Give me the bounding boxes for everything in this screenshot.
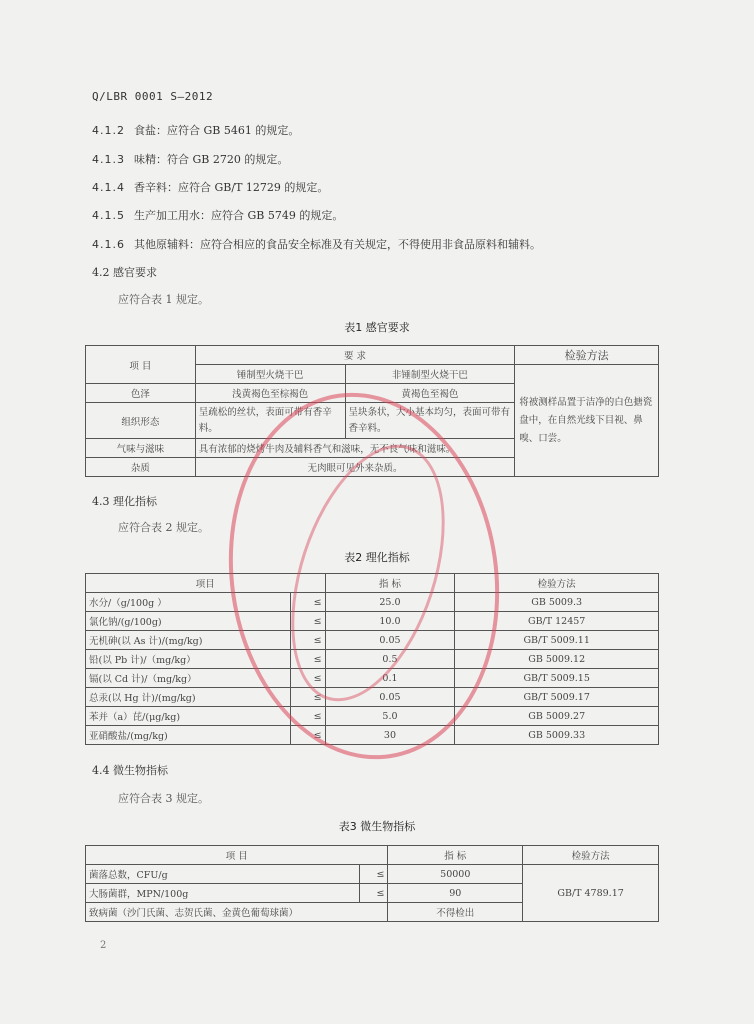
section-text-4-4: 应符合表 3 规定。	[118, 792, 209, 805]
table2-row-method: GB/T 5009.17	[455, 688, 659, 707]
table2-row-value: 0.05	[325, 631, 455, 650]
table1-header-method: 检验方法	[515, 346, 659, 365]
table2-row-value: 5.0	[325, 707, 455, 726]
section-title-4-3: 4.3 理化指标	[92, 495, 157, 508]
table2-row-value: 0.5	[325, 650, 455, 669]
table3-header-item: 项 目	[86, 846, 388, 865]
table3-row-item: 致病菌（沙门氏菌、志贺氏菌、金黄色葡萄球菌）	[86, 903, 388, 922]
table2-row-item: 亚硝酸盐/(mg/kg)	[86, 726, 291, 745]
table3-row-item: 大肠菌群，MPN/100g	[86, 884, 360, 903]
table3-header-value: 指 标	[388, 846, 523, 865]
table2-row-item: 镉(以 Cd 计)/（mg/kg）	[86, 669, 291, 688]
table2-row-item: 铅(以 Pb 计)/（mg/kg）	[86, 650, 291, 669]
table2-row-item: 苯并（a）芘/(μg/kg)	[86, 707, 291, 726]
table2-row-operator: ≤	[290, 707, 325, 726]
table1-row-value-a: 浅黄褐色至棕褐色	[195, 384, 345, 403]
table1-subheader-non-hammered: 非锤制型火烧干巴	[345, 365, 515, 384]
table3-method-cell: GB/T 4789.17	[523, 865, 659, 922]
table2-header-method: 检验方法	[455, 574, 659, 593]
clause-number: 4.1.5	[92, 209, 125, 222]
table2-row-operator: ≤	[290, 669, 325, 688]
table2-row-operator: ≤	[290, 593, 325, 612]
table-microbiological	[85, 845, 659, 922]
table-physicochemical	[85, 573, 659, 745]
clause-text: 其他原辅料：应符合相应的食品安全标准及有关规定，不得使用非食品原料和辅料。	[134, 238, 541, 251]
table1-row-value-b: 呈块条状，大小基本均匀，表面可带有香辛料。	[345, 403, 515, 439]
table2-row-method: GB 5009.33	[455, 726, 659, 745]
table2-row-operator: ≤	[290, 612, 325, 631]
table1-row-value-merged: 无肉眼可见外来杂质。	[195, 458, 514, 477]
table2-row-item: 氯化钠/(g/100g)	[86, 612, 291, 631]
clause-4-1-4	[92, 179, 328, 195]
table3-row-value: 不得检出	[388, 903, 523, 922]
clause-4-1-6	[92, 236, 541, 252]
table1-header-item: 项 目	[86, 346, 196, 384]
table1-row-item: 气味与滋味	[86, 439, 196, 458]
table2-caption: 表2 理化指标	[344, 551, 410, 564]
table2-row-value: 0.1	[325, 669, 455, 688]
table2-row-method: GB 5009.12	[455, 650, 659, 669]
section-text-4-2: 应符合表 1 规定。	[118, 293, 209, 306]
table2-row-value: 10.0	[325, 612, 455, 631]
clause-number: 4.1.3	[92, 153, 125, 166]
table2-row-value: 25.0	[325, 593, 455, 612]
table2-header-item: 项目	[86, 574, 326, 593]
table3-row-item: 菌落总数，CFU/g	[86, 865, 360, 884]
table2-row-method: GB/T 12457	[455, 612, 659, 631]
table2-row-operator: ≤	[290, 631, 325, 650]
table1-row-value-a: 呈疏松的丝状，表面可带有香辛料。	[195, 403, 345, 439]
clause-text: 生产加工用水：应符合 GB 5749 的规定。	[134, 209, 344, 222]
page-number: 2	[100, 940, 107, 951]
table3-row-operator: ≤	[360, 884, 388, 903]
table1-row-item: 色泽	[86, 384, 196, 403]
section-title-4-4: 4.4 微生物指标	[92, 764, 168, 777]
clause-4-1-5	[92, 207, 343, 223]
table3-header-method: 检验方法	[523, 846, 659, 865]
clause-number: 4.1.2	[92, 124, 125, 137]
document-header: Q/LBR 0001 S—2012	[92, 90, 214, 103]
table2-row-method: GB 5009.27	[455, 707, 659, 726]
clause-text: 味精：符合 GB 2720 的规定。	[134, 153, 289, 166]
table3-row-value: 50000	[388, 865, 523, 884]
table3-row-operator: ≤	[360, 865, 388, 884]
table2-row-value: 30	[325, 726, 455, 745]
clause-number: 4.1.4	[92, 181, 125, 194]
table1-row-value-b: 黄褐色至褐色	[345, 384, 515, 403]
clause-number: 4.1.6	[92, 238, 125, 251]
table2-row-item: 总汞(以 Hg 计)/(mg/kg)	[86, 688, 291, 707]
table2-row-value: 0.05	[325, 688, 455, 707]
table1-row-item: 组织形态	[86, 403, 196, 439]
table1-row-item: 杂质	[86, 458, 196, 477]
table2-row-operator: ≤	[290, 650, 325, 669]
clause-text: 食盐：应符合 GB 5461 的规定。	[134, 124, 300, 137]
table2-row-method: GB 5009.3	[455, 593, 659, 612]
clause-4-1-3	[92, 151, 288, 167]
table2-row-method: GB/T 5009.15	[455, 669, 659, 688]
table1-row-value-merged: 具有浓郁的烧烤牛肉及辅料香气和滋味，无不良气味和滋味。	[195, 439, 514, 458]
table1-caption: 表1 感官要求	[344, 321, 410, 334]
table2-row-item: 水分/（g/100g ）	[86, 593, 291, 612]
table1-header-requirement: 要 求	[195, 346, 514, 365]
clause-4-1-2	[92, 122, 299, 138]
table1-method-cell: 将被测样品置于洁净的白色搪瓷盘中，在自然光线下目视、鼻嗅、口尝。	[515, 365, 659, 477]
section-text-4-3: 应符合表 2 规定。	[118, 521, 209, 534]
table-sensory	[85, 345, 659, 477]
table3-row-value: 90	[388, 884, 523, 903]
clause-text: 香辛料：应符合 GB/T 12729 的规定。	[134, 181, 329, 194]
section-title-4-2: 4.2 感官要求	[92, 266, 157, 279]
table3-caption: 表3 微生物指标	[338, 820, 416, 833]
table2-header-value: 指 标	[325, 574, 455, 593]
table1-subheader-hammered: 锤制型火烧干巴	[195, 365, 345, 384]
table2-row-operator: ≤	[290, 726, 325, 745]
table2-row-operator: ≤	[290, 688, 325, 707]
table2-row-item: 无机砷(以 As 计)/(mg/kg)	[86, 631, 291, 650]
table2-row-method: GB/T 5009.11	[455, 631, 659, 650]
